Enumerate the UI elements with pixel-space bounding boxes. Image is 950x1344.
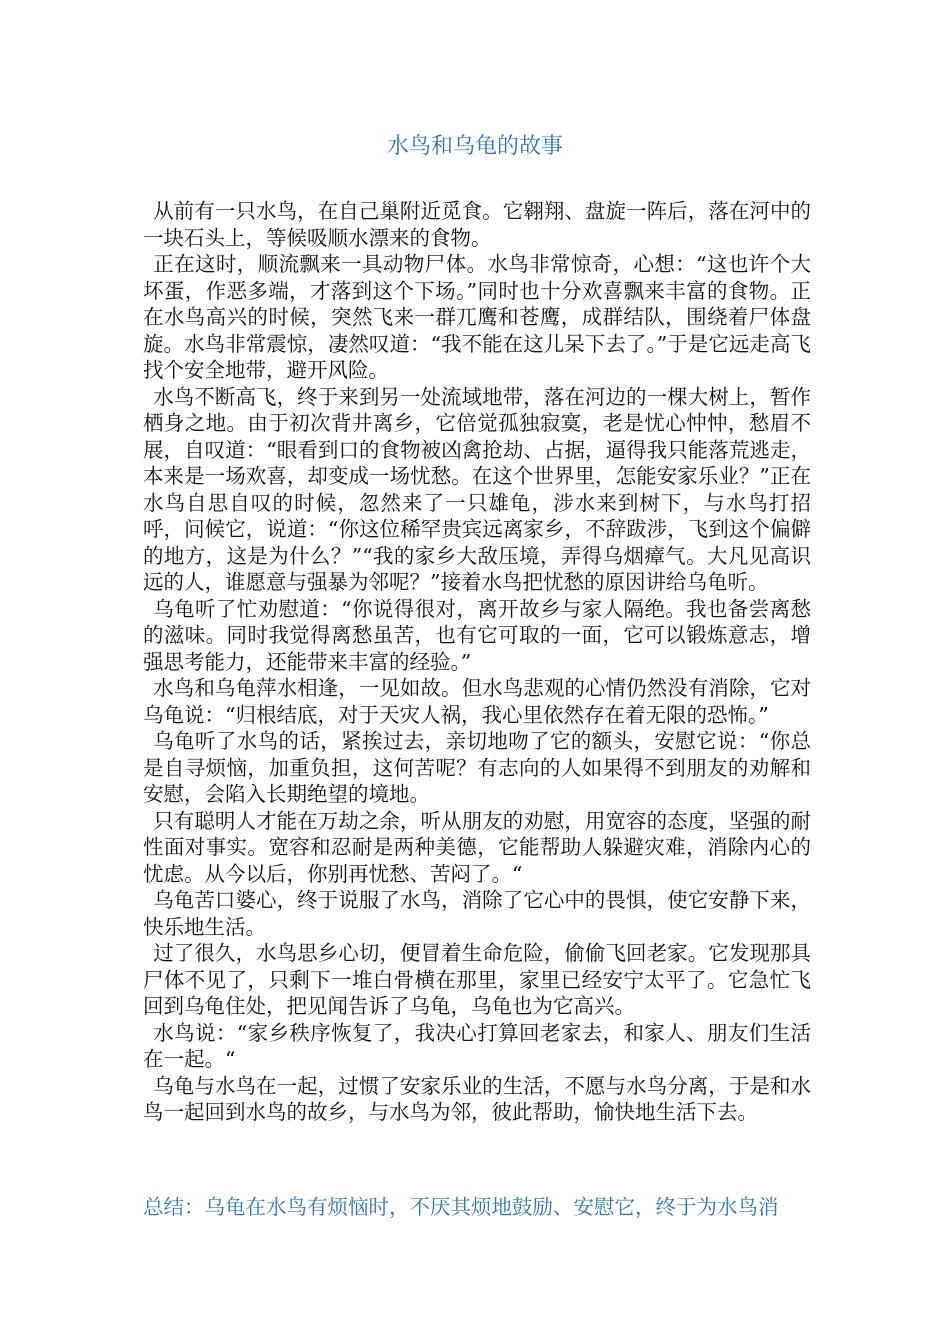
paragraph-10: 水鸟说：“家乡秩序恢复了，我决心打算回老家去，和家人、朋友们生活在一起。“ — [143, 1020, 811, 1071]
document-title: 水鸟和乌龟的故事 — [386, 134, 563, 159]
story-body — [143, 198, 811, 1126]
paragraph-7: 只有聪明人才能在万劫之余，听从朋友的劝慰，用宽容的态度，坚强的耐性面对事实。宽容和忍耐是两种美德，它能帮助人躲避灾难，消除内心的忧虑。从今以后，你别再忧愁、苦闷了。“ — [143, 808, 811, 886]
paragraph-9: 过了很久，水鸟思乡心切，便冒着生命危险，偷偷飞回老家。它发现那具尸体不见了，只剩下一堆白骨横在那里，家里已经安宁太平了。它急忙飞回到乌龟住处，把见闻告诉了乌龟，乌龟也为它高兴。 — [143, 941, 811, 1018]
paragraph-3: 水鸟不断高飞，终于来到另一处流域地带，落在河边的一棵大树上，暂作栖身之地。由于初次背井离乡，它倍觉孤独寂寞，老是忧心忡忡，愁眉不展，自叹道：“眼看到口的食物被凶禽抢劫、占据，逼得我只能落荒逃走，本来是一场欢喜，却变成一场忧愁。在这个世界里，怎能安家乐业？”正在水鸟自思自叹的时候，忽然来了一只雄龟，涉水来到树下，与水鸟打招呼，问候它，说道：“你这位稀罕贵宾远离家乡，不辞跋涉，飞到这个偏僻的地方，这是为什么？”“我的家乡大敌压境，弄得乌烟瘴气。大凡见高识远的人，谁愿意与强暴为邻呢？”接着水鸟把忧愁的原因讲给乌龟听。 — [143, 384, 811, 594]
paragraph-8: 乌龟苦口婆心，终于说服了水鸟，消除了它心中的畏惧，使它安静下来，快乐地生活。 — [143, 888, 811, 939]
paragraph-11: 乌龟与水鸟在一起，过惯了安家乐业的生活，不愿与水鸟分离，于是和水鸟一起回到水鸟的故乡，与水鸟为邻，彼此帮助，愉快地生活下去。 — [143, 1073, 811, 1124]
paragraph-5: 水鸟和乌龟萍水相逢，一见如故。但水鸟悲观的心情仍然没有消除，它对乌龟说：“归根结底，对于天灾人祸，我心里依然存在着无限的恐怖。” — [143, 676, 811, 727]
paragraph-6: 乌龟听了水鸟的话，紧挨过去，亲切地吻了它的额头，安慰它说：“你总是自寻烦恼，加重负担，这何苦呢？有志向的人如果得不到朋友的劝解和安慰，会陷入长期绝望的境地。 — [143, 729, 811, 806]
paragraph-4: 乌龟听了忙劝慰道：“你说得很对，离开故乡与家人隔绝。我也备尝离愁的滋味。同时我觉得离愁虽苦，也有它可取的一面，它可以锻炼意志，增强思考能力，还能带来丰富的经验。” — [143, 596, 811, 674]
summary-text: 总结：乌龟在水鸟有烦恼时，不厌其烦地鼓励、安慰它，终于为水鸟消 — [143, 1195, 779, 1219]
paragraph-1: 从前有一只水鸟，在自己巢附近觅食。它翱翔、盘旋一阵后，落在河中的一块石头上，等候吸顺水漂来的食物。 — [143, 199, 811, 250]
paragraph-2: 正在这时，顺流飘来一具动物尸体。水鸟非常惊奇，心想：“这也许个大坏蛋，作恶多端，才落到这个下场。”同时也十分欢喜飘来丰富的食物。正在水鸟高兴的时候，突然飞来一群兀鹰和苍鹰，成群结队，围绕着尸体盘旋。水鸟非常震惊，凄然叹道：“我不能在这儿呆下去了。”于是它远走高飞找个安全地带，避开风险。 — [143, 252, 811, 382]
